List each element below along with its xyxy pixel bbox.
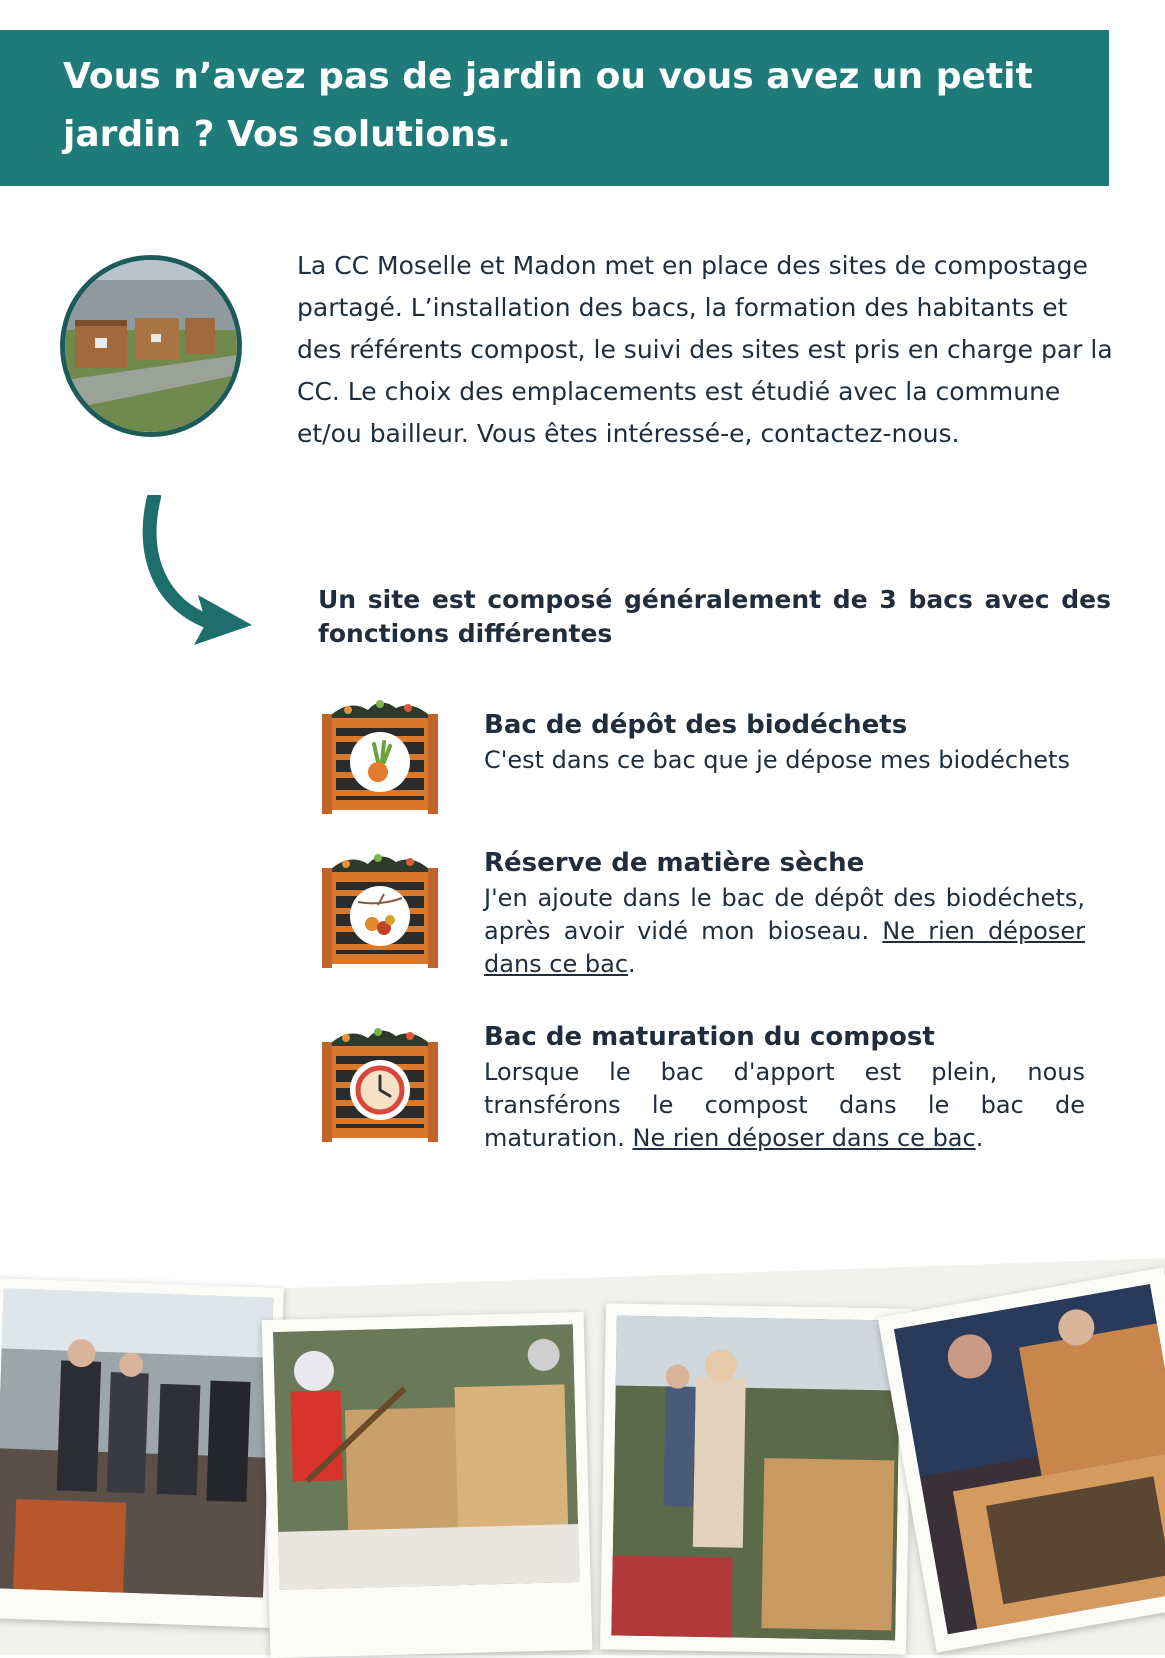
photo-workshop-tent bbox=[0, 1278, 284, 1628]
page-title: Vous n’avez pas de jardin ou vous avez un petit jardin ? Vos solutions. bbox=[63, 56, 1033, 155]
photo-compost-presentation bbox=[600, 1303, 912, 1654]
bin-3-text bbox=[484, 1056, 1085, 1155]
compost-site-photo bbox=[60, 255, 242, 437]
bin-3-title: Bac de maturation du compost bbox=[484, 1022, 935, 1052]
curved-arrow-icon bbox=[140, 495, 255, 655]
bin-2-title: Réserve de matière sèche bbox=[484, 848, 865, 878]
bin-3-warning: Ne rien déposer dans ce bac bbox=[632, 1124, 976, 1152]
bin-1-text: C'est dans ce bac que je dépose mes biodéchets bbox=[484, 746, 1070, 774]
bin-2-warning: Ne rien déposer dans ce bac bbox=[484, 917, 1086, 978]
bin-3-text-end: . bbox=[975, 1124, 984, 1152]
compost-bin-dry-leaves-icon bbox=[318, 850, 442, 968]
intro-paragraph: La CC Moselle et Madon met en place des sites de compostage partagé. L’installation des bacs, la formation des habitants et des référents compost, le suivi des sites est pris en charge par la CC. Le choix des emplacements est étudié avec la commune et/ou bailleur. Vous êtes intéressé-e, contactez-nous. bbox=[297, 251, 1113, 448]
photo-shoveling-compost bbox=[262, 1312, 593, 1658]
bin-3-text-main: Lorsque le bac d'apport est plein, nous transférons le compost dans le bac de maturation. bbox=[484, 1058, 1085, 1152]
section-subtitle: Un site est composé généralement de 3 bacs avec des fonctions différentes bbox=[318, 585, 1111, 648]
bin-2-text-main: J'en ajoute dans le bac de dépôt des biodéchets, après avoir vidé mon bioseau. bbox=[484, 884, 1085, 945]
compost-bin-vegetable-icon bbox=[318, 696, 442, 814]
bin-2-text-end: . bbox=[628, 950, 636, 978]
bin-1-title: Bac de dépôt des biodéchets bbox=[484, 710, 908, 740]
compost-bin-clock-icon bbox=[318, 1024, 442, 1142]
bin-2-text bbox=[484, 882, 1085, 981]
